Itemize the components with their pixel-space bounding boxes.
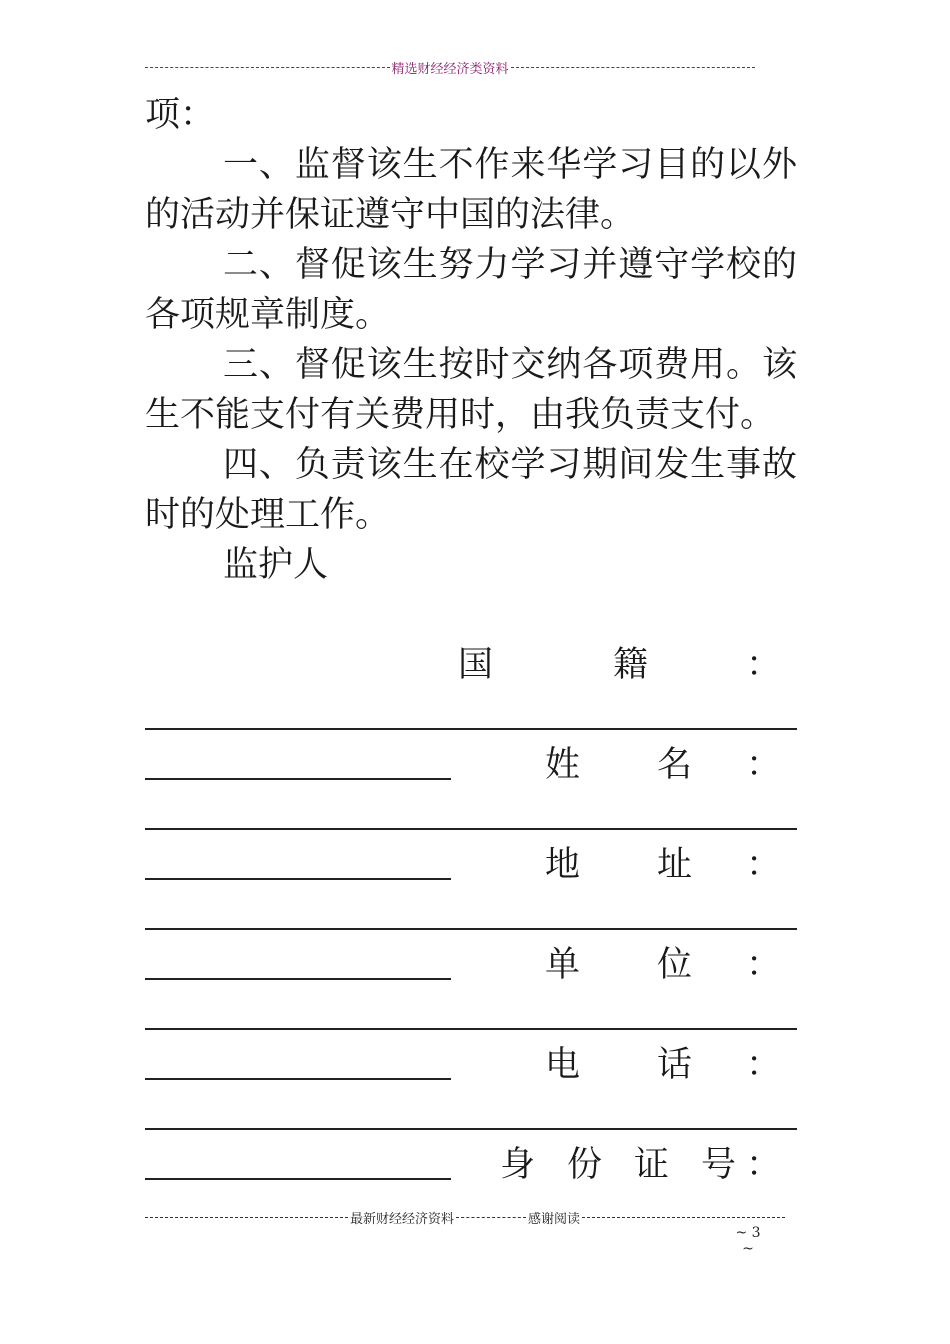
field-name-underline-full [145, 828, 797, 830]
paragraph-item-4: 四、负责该生在校学习期间发生事故时的处理工作。 [145, 445, 797, 535]
field-label-char: 地 [545, 845, 581, 885]
field-id-number [145, 1145, 797, 1185]
field-label-char: 籍 [613, 645, 649, 685]
field-label-char: 国 [458, 645, 494, 685]
field-label-char: 份 [567, 1145, 603, 1185]
header-dash-right [511, 67, 756, 68]
field-name-underline [145, 778, 451, 780]
field-work-unit [145, 945, 797, 985]
field-label-char: 证 [634, 1145, 670, 1185]
paragraph-intro: 项： [145, 95, 216, 135]
field-label-char: 电 [545, 1045, 581, 1085]
body-text [145, 90, 797, 590]
header-text: 精选财经经济类资料 [391, 62, 509, 77]
field-phone [145, 1045, 797, 1085]
field-colon: ： [745, 745, 781, 785]
field-label-char: 号 [701, 1145, 737, 1185]
field-label-char: 单 [545, 945, 581, 985]
field-phone-underline-full [145, 1128, 797, 1130]
page-header [145, 58, 755, 77]
footer-dash-right [582, 1217, 785, 1218]
guardian-label: 监护人 [223, 545, 329, 585]
footer-dash-middle [456, 1217, 526, 1218]
field-label-char: 位 [657, 945, 693, 985]
field-colon: ： [745, 945, 781, 985]
field-colon: ： [745, 1045, 781, 1085]
footer-dash-left [145, 1217, 348, 1218]
field-nationality-underline-full [145, 728, 797, 730]
page-number: ~ 3 ~ [735, 1225, 761, 1257]
paragraph-item-3: 三、督促该生按时交纳各项费用。该生不能支付有关费用时，由我负责支付。 [145, 345, 797, 435]
field-label-char: 姓 [545, 745, 581, 785]
field-label-char: 话 [657, 1045, 693, 1085]
paragraph-item-2: 二、督促该生努力学习并遵守学校的各项规章制度。 [145, 245, 797, 335]
page-footer [145, 1208, 785, 1227]
field-work-unit-underline [145, 978, 451, 980]
field-name [145, 745, 797, 785]
field-colon: ： [745, 1145, 781, 1185]
field-address-underline-full [145, 928, 797, 930]
footer-right-text: 感谢阅读 [528, 1212, 581, 1227]
paragraph-item-1: 一、监督该生不作来华学习目的以外的活动并保证遵守中国的法律。 [145, 145, 797, 235]
field-id-number-underline [145, 1178, 451, 1180]
footer-left-text: 最新财经经济资料 [349, 1212, 454, 1227]
field-work-unit-underline-full [145, 1028, 797, 1030]
header-dash-left [145, 67, 390, 68]
field-address [145, 845, 797, 885]
field-label-char: 身 [500, 1145, 536, 1185]
field-colon: ： [745, 645, 781, 685]
field-label-char: 名 [657, 745, 693, 785]
field-nationality [145, 645, 797, 685]
field-phone-underline [145, 1078, 451, 1080]
field-address-underline [145, 878, 451, 880]
field-label-char: 址 [657, 845, 693, 885]
field-colon: ： [745, 845, 781, 885]
